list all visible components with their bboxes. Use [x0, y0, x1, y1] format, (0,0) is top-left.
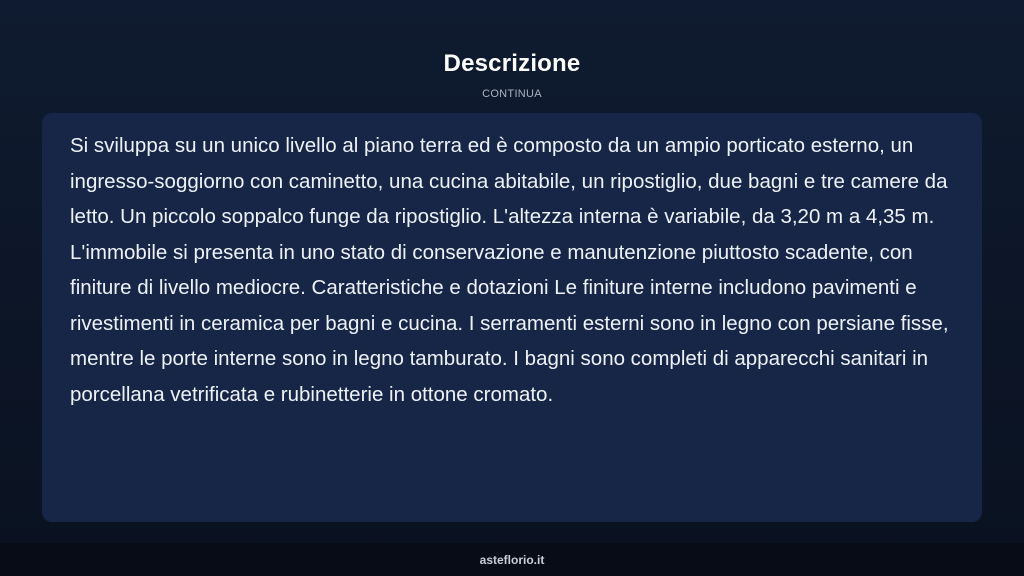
continue-label: CONTINUA — [482, 88, 542, 100]
site-name: asteflorio.it — [479, 552, 545, 567]
page-title: Descrizione — [443, 50, 581, 77]
description-card — [42, 113, 982, 522]
footer-bar — [0, 543, 1024, 576]
description-text: Si sviluppa su un unico livello al piano terra ed è composto da un ampio porticato esterno, un ingresso-soggiorno con caminetto, una cucina abitabile, un ripostiglio, due bagni e tre camere da letto. Un piccolo soppalco funge da ripostiglio. L'altezza interna è variabile, da 3,20 m a 4,35 m. L'immobile si presenta in uno stato di conservazione e manutenzione piuttosto scadente, con finiture di livello mediocre. Caratteristiche e dotazioni Le finiture interne includono pavimenti e rivestimenti in ceramica per bagni e cucina. I serramenti esterni sono in legno con persiane fisse, mentre le porte interne sono in legno tamburato. I bagni sono completi di apparecchi sanitari in porcellana vetrificata e rubinetterie in ottone cromato. — [70, 134, 949, 406]
page-header — [0, 46, 1024, 101]
